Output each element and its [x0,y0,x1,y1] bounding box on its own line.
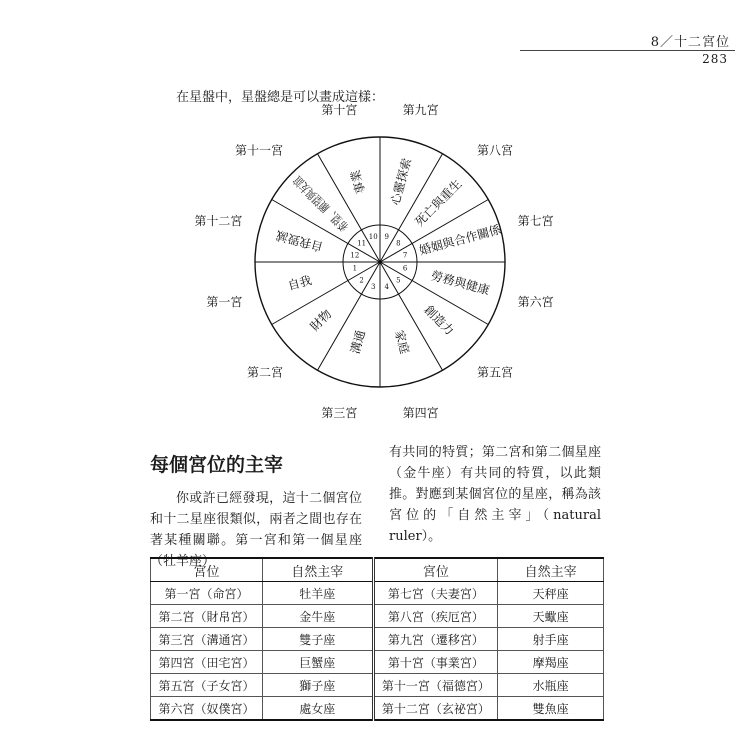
house-wheel-diagram [180,102,580,421]
section-heading: 每個宮位的主宰 [150,454,284,476]
house-name-label: 第二宮 [246,365,283,380]
paragraph-left: 你或許已經發現，這十二個宮位和十二星座很類似，兩者之間也存在著某種關聯。第一宮和第一個星座（牡羊座） [150,491,362,569]
table-cell: 水瓶座 [498,674,604,697]
table-cell: 第九宮（遷移宮） [373,628,498,651]
house-number: 11 [357,239,367,248]
table-header: 自然主宰 [498,558,604,582]
table-cell: 摩羯座 [498,651,604,674]
house-meaning-label: 希望、願望與友誼 [273,156,352,235]
chapter-title: 8／十二宮位 [650,35,730,50]
house-number: 5 [396,276,401,285]
house-meaning-label: 自我毀滅 [274,228,325,254]
table-cell: 金牛座 [262,605,373,628]
house-meaning-label: 勞務與健康 [429,268,492,298]
paragraph-right: 有共同的特質；第二宮和第二個星座（金牛座）有共同的特質，以此類推。對應到某個宮位的星座，稱為該宮位的「自然主宰」（natural ruler）。 [389,445,601,544]
natural-ruler-table [150,557,604,721]
house-name-label: 第七宮 [517,213,554,228]
house-number: 8 [396,239,401,248]
table-cell: 巨蟹座 [262,651,373,674]
house-name-label: 第六宮 [517,295,554,310]
house-number: 10 [368,232,378,241]
house-name-label: 第九宮 [402,102,439,117]
table-cell: 第四宮（田宅宮） [151,651,263,674]
house-number: 6 [402,264,408,273]
house-meaning-label: 家庭 [392,328,412,356]
table-body [151,582,604,721]
table-cell: 第二宮（財帛宮） [151,605,263,628]
house-name-label: 第五宮 [477,365,514,380]
table-row [151,582,604,605]
table-cell: 第六宮（奴僕宮） [151,697,263,721]
table-cell: 雙魚座 [498,697,604,721]
intro-text: 在星盤中，星盤總是可以畫成這樣： [176,90,385,105]
table-cell: 處女座 [262,697,373,721]
table-header: 宮位 [151,558,263,582]
table-header: 自然主宰 [262,558,373,582]
house-name-label: 第四宮 [402,406,439,421]
table-cell: 第五宮（子女宮） [151,674,263,697]
house-name-label: 第十宮 [321,102,358,117]
table-cell: 天秤座 [498,582,604,605]
house-meaning-label: 心靈探索 [388,156,414,207]
house-meaning-label: 自我 [286,273,314,293]
house-name-label: 第一宮 [206,295,243,310]
table-cell: 第七宮（夫妻宮） [373,582,498,605]
table-cell: 第八宮（疾厄宮） [373,605,498,628]
table-cell: 牡羊座 [262,582,373,605]
house-number: 1 [352,264,358,273]
table-cell: 第三宮（溝通宮） [151,628,263,651]
house-name-label: 第十二宮 [194,213,243,228]
table-row [151,697,604,721]
house-number: 9 [384,232,389,241]
house-number: 2 [359,276,364,285]
table-cell: 天蠍座 [498,605,604,628]
house-meaning-label: 事業 [348,168,368,196]
house-name-label: 第三宮 [321,406,358,421]
house-name-label: 第八宮 [477,143,514,158]
house-number: 7 [402,251,408,260]
wheel-outer-labels [194,102,553,420]
wheel-lines [255,137,505,387]
table-row [151,605,604,628]
table-row [151,651,604,674]
house-meaning-label: 婚姻與合作關係 [417,222,503,258]
table-cell: 獅子座 [262,674,373,697]
wheel-inner-labels [274,156,503,355]
header-rule [520,50,735,51]
page-number: 283 [702,52,728,66]
house-number: 3 [371,283,376,292]
table-header-row [151,558,604,582]
table-cell: 雙子座 [262,628,373,651]
house-meaning-label: 財物 [307,306,335,334]
table-cell: 射手座 [498,628,604,651]
house-meaning-label: 死亡與重生 [412,176,465,230]
table-row [151,674,604,697]
table-row [151,628,604,651]
table-header: 宮位 [373,558,498,582]
table-cell: 第一宮（命宮） [151,582,263,605]
house-meaning-label: 創造力 [421,302,457,339]
house-number: 12 [350,251,360,260]
table-cell: 第十一宮（福德宮） [373,674,498,697]
house-name-label: 第十一宮 [234,143,283,158]
house-meaning-label: 溝通 [348,328,368,356]
table-cell: 第十二宮（玄祕宮） [373,697,498,721]
table-cell: 第十宮（事業宮） [373,651,498,674]
house-number: 4 [384,283,389,292]
